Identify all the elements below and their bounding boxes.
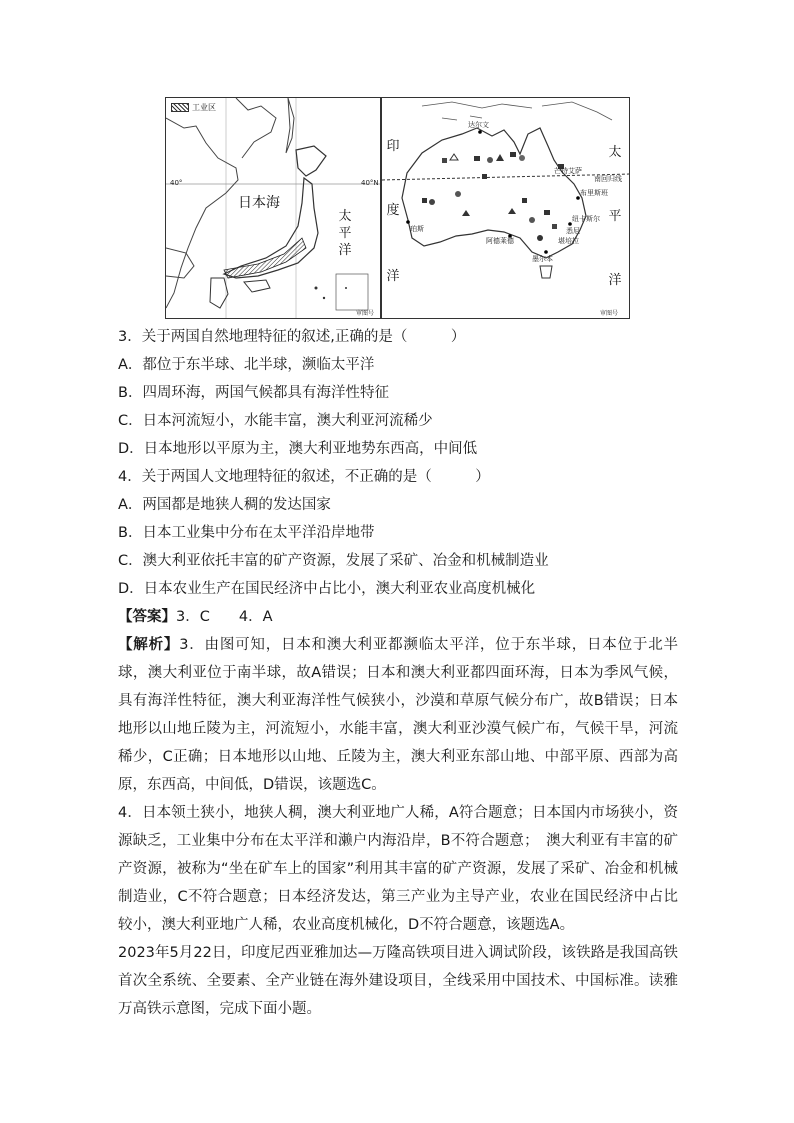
pacific-label-2: 平 xyxy=(338,226,352,241)
city-canberra: 堪培拉 xyxy=(558,237,579,245)
legend-label: 工业区 xyxy=(192,103,216,112)
latitude-label-left: 40° xyxy=(170,179,183,187)
city-brisbane: 布里斯班 xyxy=(580,189,608,197)
indian-ocean-label-2: 度 xyxy=(386,203,400,218)
answer-text: 3．C 4．A xyxy=(176,609,273,625)
map-legend xyxy=(171,102,216,113)
analysis-q3-text: 3．由图可知，日本和澳大利亚都濒临太平洋，位于东半球，日本位于北半球，澳大利亚位于南半球，故A错误；日本和澳大利亚都四面环海，日本为季风气候，具有海洋性特征，澳大利亚海洋性气候狭小，沙漠和草原气候分布广，故B错误；日本地形以山地丘陵为主，河流短小，水能丰富，澳大利亚沙漠气候广布，气候干旱，河流稀少，C正确；日本地形以山地、丘陵为主，澳大利亚东部山地、中部平原、西部为高原，东西高，中间低，D错误，该题选C。 xyxy=(118,637,678,793)
australia-map-drawing xyxy=(382,98,630,319)
australia-map xyxy=(381,97,630,319)
japan-map xyxy=(165,97,381,319)
q3-option-b: B．四周环海，两国气候都具有海洋性特征 xyxy=(118,385,389,401)
q3-option-c: C．日本河流短小，水能丰富，澳大利亚河流稀少 xyxy=(118,413,433,429)
q4-option-d: D．日本农业生产在国民经济中占比小，澳大利亚农业高度机械化 xyxy=(118,581,536,597)
indian-ocean-label-3: 洋 xyxy=(386,269,400,284)
q4-option-c: C．澳大利亚依托丰富的矿产资源，发展了采矿、冶金和机械制造业 xyxy=(118,553,549,569)
q3-option-a: A．都位于东半球、北半球，濒临太平洋 xyxy=(118,357,375,373)
analysis-tag: 【解析】 xyxy=(118,637,180,653)
city-darwin: 达尔文 xyxy=(468,121,489,129)
q3-stem: 3．关于两国自然地理特征的叙述,正确的是（ ） xyxy=(118,329,466,345)
analysis-q4: 4．日本领土狭小，地狭人稠，澳大利亚地广人稀，A符合题意；日本国内市场狭小，资源缺乏，工业集中分布在太平洋和濑户内海沿岸，B不符合题意； 澳大利亚有丰富的矿产资源，被称为“坐在矿车上的国家”利用其丰富的矿产资源，发展了采矿、冶金和机械制造业，C不符合题意；日本经济发达，第三产业为主导产业，农业在国民经济中占比较小，澳大利亚地广人稀，农业高度机械化，D不符合题意，该题选A。 xyxy=(118,805,678,933)
latitude-label-right: 40°N xyxy=(361,179,379,187)
tropic-label: 南回归线 xyxy=(594,175,622,183)
q4-option-b: B．日本工业集中分布在太平洋沿岸地带 xyxy=(118,525,375,541)
city-mount-isa: 芒特艾萨 xyxy=(554,167,582,175)
indian-ocean-label-1: 印 xyxy=(386,139,400,154)
answer-line xyxy=(118,603,678,631)
sea-of-japan-label: 日本海 xyxy=(238,195,280,211)
city-perth: 珀斯 xyxy=(410,225,424,233)
city-newcastle: 纽卡斯尔 xyxy=(572,215,600,223)
pacific-ocean-label-2: 平 xyxy=(608,209,622,224)
map-approval-note-2: 审图号 xyxy=(600,310,619,317)
question-block xyxy=(118,323,678,1023)
q3-option-d: D．日本地形以平原为主，澳大利亚地势东西高，中间低 xyxy=(118,441,478,457)
pacific-label-3: 洋 xyxy=(338,243,352,258)
map-approval-note: 审图号 xyxy=(356,310,375,317)
pacific-label-1: 太 xyxy=(338,209,352,224)
pacific-ocean-label-3: 洋 xyxy=(608,273,622,288)
map-figure xyxy=(165,97,630,319)
next-question-intro: 2023年5月22日，印度尼西亚雅加达—万隆高铁项目进入调试阶段，该铁路是我国高铁首次全系统、全要素、全产业链在海外建设项目，全线采用中国技术、中国标准。读雅万高铁示意图，完成下面小题。 xyxy=(118,945,678,1017)
q4-stem: 4．关于两国人文地理特征的叙述，不正确的是（ ） xyxy=(118,469,490,485)
city-sydney: 悉尼 xyxy=(566,227,580,235)
industrial-zone-swatch xyxy=(171,103,189,112)
pacific-ocean-label-1: 太 xyxy=(608,145,622,160)
analysis-q3 xyxy=(118,631,678,799)
city-melbourne: 墨尔本 xyxy=(532,255,553,263)
answer-tag: 【答案】 xyxy=(118,609,176,625)
city-adelaide: 阿德莱德 xyxy=(486,237,514,245)
q4-option-a: A．两国都是地狭人稠的发达国家 xyxy=(118,497,331,513)
